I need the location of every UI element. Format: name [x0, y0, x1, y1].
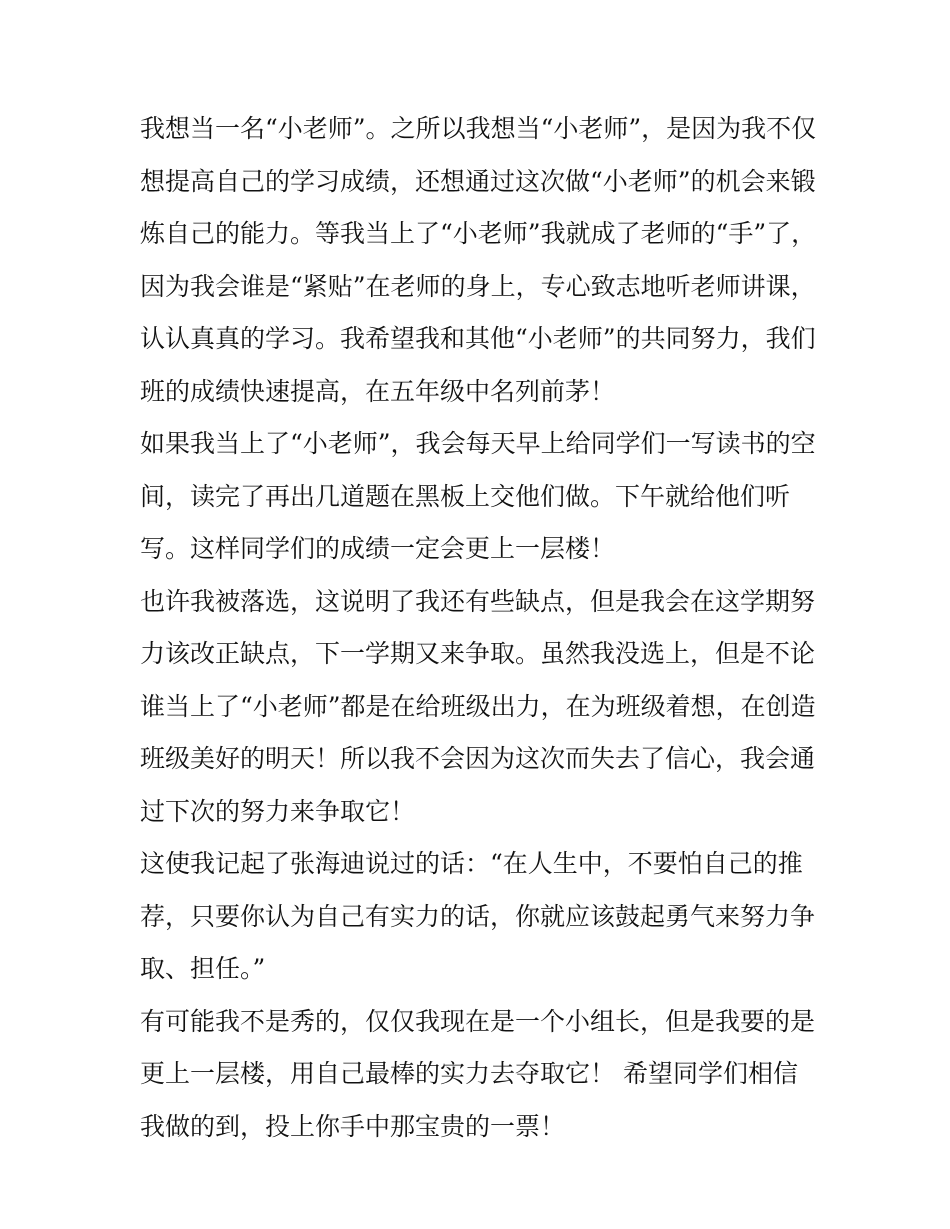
text-line: 班级美好的明天！所以我不会因为这次而失去了信心，我会通 [140, 744, 816, 773]
text-line: 认认真真的学习。我希望我和其他“小老师”的共同努力，我们 [140, 324, 816, 353]
text-line: 更上一层楼，用自己最棒的实力去夺取它！ 希望同学们相信 [140, 1059, 798, 1088]
text-line: 想提高自己的学习成绩，还想通过这次做“小老师”的机会来锻 [140, 166, 816, 196]
text-line: 过下次的努力来争取它！ [140, 796, 416, 826]
text-line: 如果我当上了“小老师”，我会每天早上给同学们一写读书的空 [140, 429, 816, 458]
text-line: 有可能我不是秀的，仅仅我现在是一个小组长，但是我要的是 [140, 1006, 816, 1036]
text-line: 写。这样同学们的成绩一定会更上一层楼！ [140, 534, 616, 563]
text-line: 班的成绩快速提高，在五年级中名列前茅！ [140, 376, 616, 406]
text-line: 炼自己的能力。等我当上了“小老师”我就成了老师的“手”了， [140, 219, 817, 248]
text-line: 荐，只要你认为自己有实力的话，你就应该鼓起勇气来努力争 [140, 901, 816, 931]
text-line: 取、担任。” [140, 954, 266, 983]
body-text [140, 108, 820, 1158]
text-line: 谁当上了“小老师”都是在给班级出力，在为班级着想，在创造 [140, 691, 816, 721]
text-line: 因为我会谁是“紧贴”在老师的身上，专心致志地听老师讲课， [140, 271, 816, 301]
text-line: 这使我记起了张海迪说过的话：“在人生中，不要怕自己的推 [140, 849, 803, 878]
text-line: 力该改正缺点，下一学期又来争取。虽然我没选上，但是不论 [140, 639, 816, 668]
text-line: 也许我被落选，这说明了我还有些缺点，但是我会在这学期努 [140, 586, 816, 616]
text-line: 我做的到，投上你手中那宝贵的一票！ [140, 1111, 566, 1141]
text-line: 间，读完了再出几道题在黑板上交他们做。下午就给他们听 [140, 481, 791, 511]
text-line: 我想当一名“小老师”。之所以我想当“小老师”，是因为我不仅 [140, 114, 817, 143]
